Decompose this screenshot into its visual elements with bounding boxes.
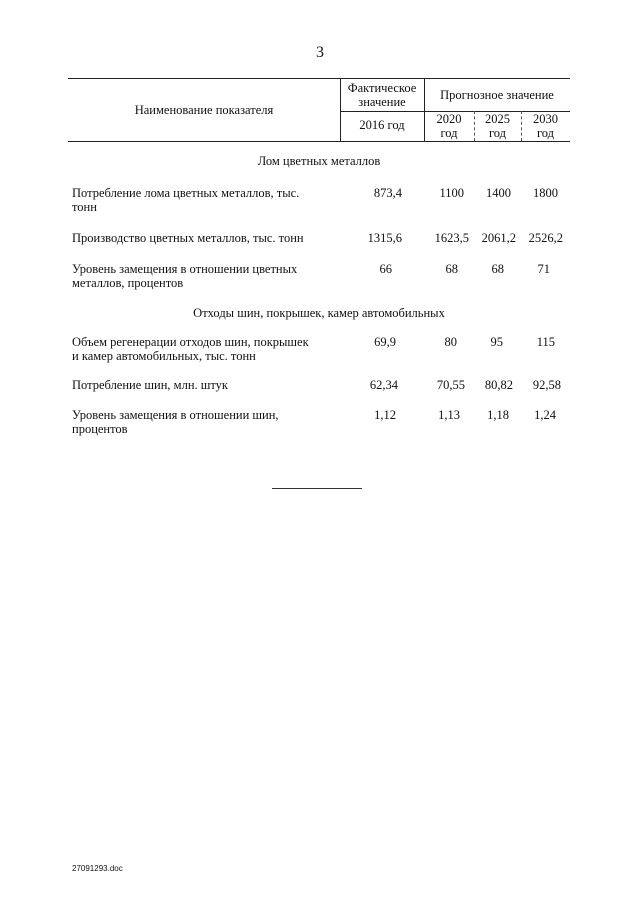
cell-2030: 71 xyxy=(537,262,550,276)
row-label: Потребление шин, млн. штук xyxy=(72,378,228,392)
header-actual-line2: значение xyxy=(358,95,406,109)
cell-2025: 80,82 xyxy=(484,378,513,392)
end-of-document-rule xyxy=(272,488,362,489)
cell-2016: 873,4 xyxy=(373,186,402,200)
row-label-cont: и камер автомобильных, тыс. тонн xyxy=(72,349,256,363)
row-label-cont: процентов xyxy=(72,422,128,436)
cell-2016: 1,12 xyxy=(374,408,396,422)
row-label-cont: тонн xyxy=(72,200,97,214)
header-year-2020-unit: год xyxy=(440,126,458,140)
cell-2020: 68 xyxy=(445,262,458,276)
row-label: Производство цветных металлов, тыс. тонн xyxy=(72,231,304,245)
cell-2020: 70,55 xyxy=(436,378,465,392)
cell-2016: 1315,6 xyxy=(367,231,402,245)
header-year-2030-unit: год xyxy=(536,126,555,140)
cell-2020: 1623,5 xyxy=(434,231,469,245)
cell-2020: 80 xyxy=(444,335,457,349)
table-header-bottom-rule xyxy=(68,141,570,142)
header-year-2016: 2016 год xyxy=(359,118,405,132)
cell-2025: 68 xyxy=(491,262,504,276)
header-actual-line1: Фактическое xyxy=(347,81,417,95)
header-year-2030-num: 2030 xyxy=(533,112,558,126)
cell-2030: 1800 xyxy=(533,186,558,200)
page-number: 3 xyxy=(316,44,324,61)
row-label-cont: металлов, процентов xyxy=(72,276,184,290)
header-name-column: Наименование показателя xyxy=(134,103,274,117)
cell-2016: 69,9 xyxy=(374,335,396,349)
cell-2016: 62,34 xyxy=(369,378,398,392)
section-title-nonferrous: Лом цветных металлов xyxy=(257,154,381,168)
document-filename: 27091293.doc xyxy=(72,864,123,873)
table-top-rule xyxy=(68,78,570,79)
cell-2020: 1100 xyxy=(439,186,464,200)
row-label: Потребление лома цветных металлов, тыс. xyxy=(72,186,300,200)
cell-2025: 1400 xyxy=(486,186,511,200)
header-year-2025-unit: год xyxy=(488,126,507,140)
row-label: Уровень замещения в отношении шин, xyxy=(72,408,279,422)
cell-2030: 115 xyxy=(536,335,555,349)
actual-header-divider xyxy=(340,111,424,112)
cell-2030: 1,24 xyxy=(534,408,556,422)
cell-2025: 1,18 xyxy=(487,408,509,422)
cell-2016: 66 xyxy=(379,262,392,276)
cell-2025: 2061,2 xyxy=(481,231,516,245)
section-title-tires: Отходы шин, покрышек, камер автомобильных xyxy=(193,306,445,320)
row-label: Уровень замещения в отношении цветных xyxy=(72,262,298,276)
cell-2020: 1,13 xyxy=(438,408,460,422)
header-forecast: Прогнозное значение xyxy=(440,88,554,102)
header-year-2025-num: 2025 xyxy=(485,112,510,126)
cell-2025: 95 xyxy=(490,335,503,349)
header-year-2020-num: 2020 xyxy=(436,112,462,126)
cell-2030: 2526,2 xyxy=(528,231,563,245)
row-label: Объем регенерации отходов шин, покрышек xyxy=(72,335,309,349)
cell-2030: 92,58 xyxy=(532,378,561,392)
